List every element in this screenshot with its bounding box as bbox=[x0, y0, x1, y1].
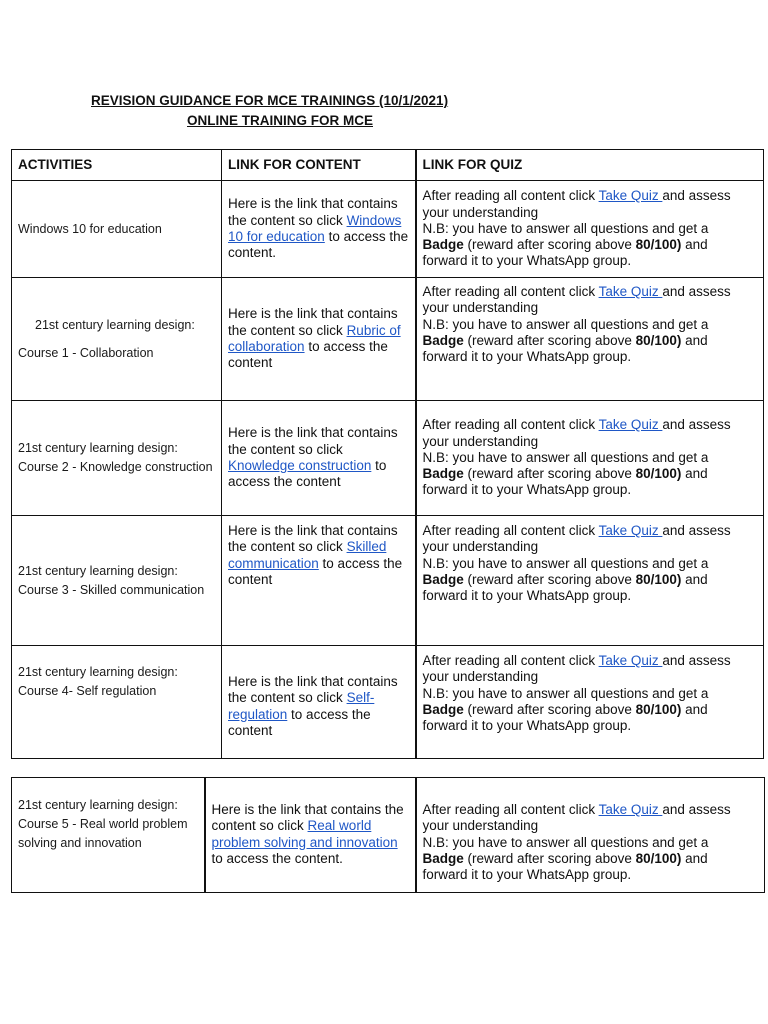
quiz-text: (reward after scoring above bbox=[463, 466, 636, 482]
quiz-text: After reading all content click bbox=[422, 653, 599, 668]
quiz-text: (reward after scoring above bbox=[463, 332, 636, 348]
activity-cell bbox=[12, 516, 222, 646]
quiz-text: and assess your understanding bbox=[422, 417, 731, 449]
activity-cell bbox=[12, 646, 222, 759]
quiz-text: and bbox=[681, 850, 708, 866]
score-threshold: 80/100) bbox=[635, 466, 682, 482]
activity-course: Course 4- Self regulation bbox=[18, 684, 157, 698]
quiz-text: After reading all content click bbox=[422, 523, 599, 538]
quiz-text: and bbox=[681, 571, 708, 587]
quiz-cell bbox=[416, 278, 764, 401]
activity-title: 21st century learning design: bbox=[18, 563, 178, 578]
quiz-text: (reward after scoring above bbox=[463, 850, 636, 866]
quiz-note: N.B: you have to answer all questions and get a bbox=[422, 316, 709, 332]
quiz-text: and assess your understanding bbox=[422, 188, 731, 220]
quiz-text: After reading all content click bbox=[422, 417, 599, 433]
badge-label: Badge bbox=[422, 466, 464, 482]
badge-label: Badge bbox=[422, 237, 464, 253]
quiz-note: N.B: you have to answer all questions and get a bbox=[422, 220, 709, 236]
table-row bbox=[12, 401, 764, 516]
badge-label: Badge bbox=[422, 701, 464, 717]
content-cell bbox=[222, 181, 416, 278]
quiz-text: (reward after scoring above bbox=[463, 237, 636, 253]
content-text: to access the content bbox=[228, 555, 403, 587]
quiz-forward-text: forward it to your WhatsApp group. bbox=[422, 253, 632, 269]
content-text: to access the content bbox=[228, 706, 371, 738]
content-text: Here is the link that contains the content so click bbox=[228, 674, 398, 706]
content-link[interactable]: Self-regulation bbox=[228, 690, 375, 722]
document-subtitle: ONLINE TRAINING FOR MCE bbox=[187, 113, 373, 128]
content-text: Here is the link that contains the content so click bbox=[228, 306, 398, 338]
quiz-note: N.B: you have to answer all questions and get a bbox=[422, 685, 709, 701]
content-link[interactable]: Skilled communication bbox=[228, 539, 387, 571]
score-threshold: 80/100) bbox=[635, 850, 682, 866]
activity-title: 21st century learning design: bbox=[18, 665, 178, 679]
content-text: to access the content. bbox=[228, 229, 409, 261]
table-header-row bbox=[12, 150, 764, 181]
quiz-text: After reading all content click bbox=[422, 802, 599, 817]
table-row bbox=[12, 646, 764, 759]
activity-course: Course 5 - Real world problem solving and innovation bbox=[18, 817, 188, 850]
quiz-forward-text: forward it to your WhatsApp group. bbox=[422, 482, 632, 498]
activity-title: Windows 10 for education bbox=[18, 221, 162, 236]
activity-course: Course 1 - Collaboration bbox=[18, 345, 154, 360]
quiz-text: and assess your understanding bbox=[422, 653, 731, 685]
training-table-continued bbox=[11, 777, 765, 893]
quiz-cell bbox=[416, 778, 765, 893]
quiz-forward-text: forward it to your WhatsApp group. bbox=[422, 718, 632, 734]
column-header-quiz-link: LINK FOR QUIZ bbox=[416, 150, 764, 181]
training-table bbox=[11, 149, 764, 759]
content-link[interactable]: Rubric of collaboration bbox=[228, 322, 401, 354]
content-link[interactable]: Real world problem solving and innovation bbox=[211, 818, 398, 850]
badge-label: Badge bbox=[422, 850, 464, 866]
score-threshold: 80/100) bbox=[635, 571, 682, 587]
document-title: REVISION GUIDANCE FOR MCE TRAININGS (10/1/2021) bbox=[91, 93, 449, 108]
activity-title: 21st century learning design: bbox=[18, 798, 178, 812]
take-quiz-link[interactable]: Take Quiz bbox=[598, 188, 663, 204]
quiz-text: and assess your understanding bbox=[422, 802, 731, 834]
activity-title: 21st century learning design: bbox=[35, 317, 195, 332]
quiz-text: and bbox=[681, 332, 708, 348]
content-text: to access the content. bbox=[211, 850, 343, 866]
activity-course: Course 3 - Skilled communication bbox=[18, 582, 205, 597]
score-threshold: 80/100) bbox=[635, 237, 682, 253]
badge-label: Badge bbox=[422, 571, 464, 587]
content-cell bbox=[222, 401, 416, 516]
content-link[interactable]: Knowledge construction bbox=[228, 458, 372, 473]
table-row bbox=[12, 778, 765, 893]
activity-title: 21st century learning design: bbox=[18, 441, 178, 455]
quiz-cell bbox=[416, 181, 764, 278]
activity-cell bbox=[12, 181, 222, 278]
quiz-cell bbox=[416, 646, 764, 759]
content-cell bbox=[205, 778, 416, 893]
activity-cell bbox=[12, 778, 205, 893]
score-threshold: 80/100) bbox=[635, 701, 682, 717]
quiz-text: and bbox=[681, 237, 708, 253]
quiz-forward-text: forward it to your WhatsApp group. bbox=[422, 588, 632, 604]
quiz-note: N.B: you have to answer all questions and get a bbox=[422, 555, 709, 571]
content-text: Here is the link that contains the content so click bbox=[228, 196, 398, 228]
activity-cell bbox=[12, 401, 222, 516]
quiz-cell bbox=[416, 401, 764, 516]
score-threshold: 80/100) bbox=[635, 332, 682, 348]
table-row bbox=[12, 278, 764, 401]
quiz-text: and bbox=[681, 701, 708, 717]
quiz-text: and bbox=[681, 466, 708, 482]
activity-cell bbox=[12, 278, 222, 401]
content-text: Here is the link that contains the content so click bbox=[228, 425, 398, 457]
activity-course: Course 2 - Knowledge construction bbox=[18, 460, 213, 474]
content-cell bbox=[222, 278, 416, 401]
table-row bbox=[12, 516, 764, 646]
take-quiz-link[interactable]: Take Quiz bbox=[598, 417, 663, 433]
content-link[interactable]: Windows 10 for education bbox=[228, 212, 402, 244]
quiz-cell bbox=[416, 516, 764, 646]
quiz-text: (reward after scoring above bbox=[463, 701, 636, 717]
quiz-text: (reward after scoring above bbox=[463, 571, 636, 587]
table-row bbox=[12, 181, 764, 278]
take-quiz-link[interactable]: Take Quiz bbox=[598, 802, 663, 817]
take-quiz-link[interactable]: Take Quiz bbox=[598, 523, 663, 538]
quiz-note: N.B: you have to answer all questions and get a bbox=[422, 449, 709, 465]
quiz-text: After reading all content click bbox=[422, 284, 599, 299]
content-text: Here is the link that contains the content so click bbox=[228, 523, 398, 555]
content-text: Here is the link that contains the content so click bbox=[211, 802, 404, 834]
column-header-activities: ACTIVITIES bbox=[12, 150, 222, 181]
badge-label: Badge bbox=[422, 332, 464, 348]
content-cell bbox=[222, 516, 416, 646]
take-quiz-link[interactable]: Take Quiz bbox=[598, 653, 663, 668]
content-text: to access the content bbox=[228, 458, 387, 490]
take-quiz-link[interactable]: Take Quiz bbox=[598, 284, 663, 299]
quiz-forward-text: forward it to your WhatsApp group. bbox=[422, 867, 632, 883]
quiz-text: After reading all content click bbox=[422, 188, 599, 204]
column-header-content-link: LINK FOR CONTENT bbox=[222, 150, 416, 181]
quiz-text: and assess your understanding bbox=[422, 523, 731, 555]
quiz-forward-text: forward it to your WhatsApp group. bbox=[422, 349, 632, 365]
quiz-note: N.B: you have to answer all questions and get a bbox=[422, 834, 709, 850]
content-cell bbox=[222, 646, 416, 759]
content-text: to access the content bbox=[228, 339, 388, 371]
quiz-text: and assess your understanding bbox=[422, 284, 731, 316]
